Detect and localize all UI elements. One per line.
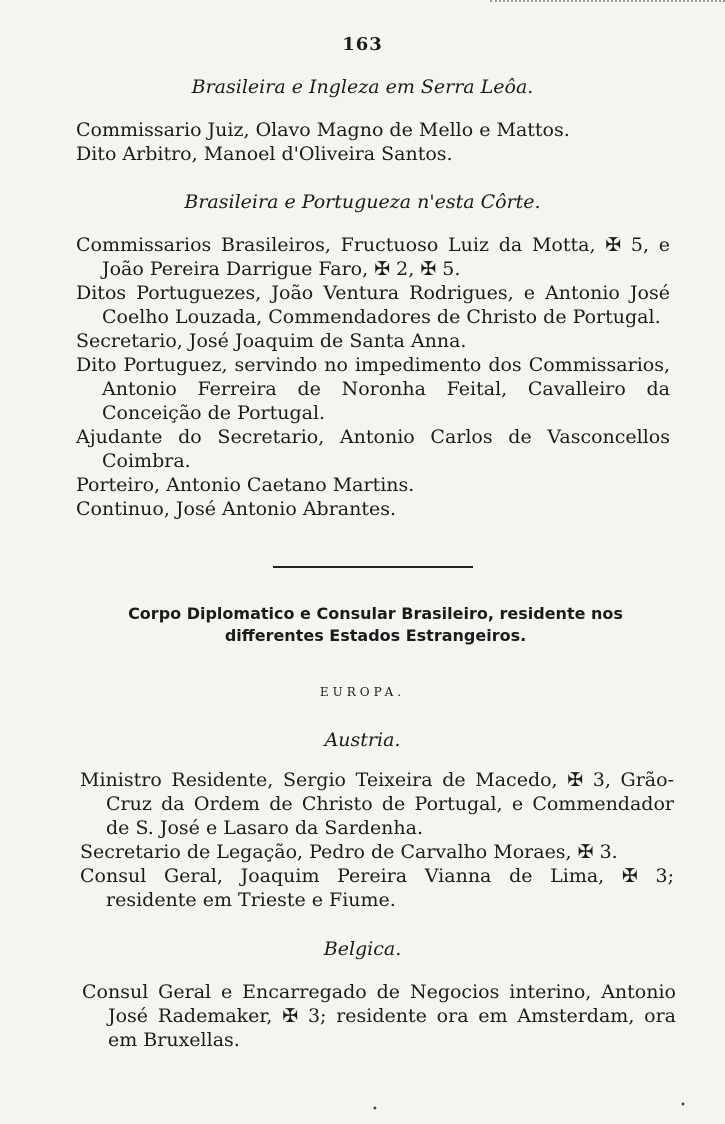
section-title-serra-leoa: Brasileira e Ingleza em Serra Leôa.	[191, 76, 534, 98]
scan-speck: •	[372, 1104, 378, 1115]
scan-edge-mark	[490, 0, 725, 2]
entry: Dito Arbitro, Manoel d'Oliveira Santos.	[76, 143, 453, 165]
country-entries-austria	[80, 768, 674, 912]
entry: Commissarios Brasileiros, Fructuoso Luiz da Motta, ✠ 5, e João Pereira Darrigue Faro, ✠ 2, ✠ 5.	[76, 234, 670, 280]
country-title-belgica: Belgica.	[323, 938, 402, 960]
entry: Ministro Residente, Sergio Teixeira de Macedo, ✠ 3, Grão-Cruz da Ordem de Christo de Portugal, e Commendador de S. José e Lasaro da Sardenha.	[80, 769, 674, 839]
entry: Ajudante do Secretario, Antonio Carlos de Vasconcellos Coimbra.	[76, 426, 670, 472]
country-title-austria: Austria.	[324, 729, 401, 751]
entry: Porteiro, Antonio Caetano Martins.	[76, 474, 415, 496]
entry: Ditos Portuguezes, João Ventura Rodrigues, e Antonio José Coelho Louzada, Commendadores de Christo de Portugal.	[76, 282, 670, 328]
entry: Consul Geral, Joaquim Pereira Vianna de Lima, ✠ 3; residente em Trieste e Fiume.	[80, 865, 674, 911]
entry: Commissario Juiz, Olavo Magno de Mello e Mattos.	[76, 119, 570, 141]
entry: Secretario, José Joaquim de Santa Anna.	[76, 330, 467, 352]
section-entries-corte	[76, 233, 670, 521]
entry: Dito Portuguez, servindo no impedimento dos Commissarios, Antonio Ferreira de Noronha Feital, Cavalleiro da Conceição de Portugal.	[76, 354, 670, 424]
country-entries-belgica	[82, 980, 676, 1052]
section-divider	[273, 566, 473, 568]
entry: Continuo, José Antonio Abrantes.	[76, 498, 397, 520]
section-title-corte: Brasileira e Portugueza n'esta Côrte.	[184, 191, 541, 213]
region-label: EUROPA.	[319, 685, 406, 699]
entry: Consul Geral e Encarregado de Negocios interino, Antonio José Rademaker, ✠ 3; residente ora em Amsterdam, ora em Bruxellas.	[82, 981, 676, 1051]
section-entries-serra-leoa	[76, 118, 656, 166]
page-number: 163	[342, 34, 383, 55]
main-heading: Corpo Diplomatico e Consular Brasileiro, residente nos differentes Estados Estrangeiros.	[128, 604, 623, 645]
scan-speck: •	[680, 1100, 686, 1111]
entry: Secretario de Legação, Pedro de Carvalho Moraes, ✠ 3.	[80, 841, 618, 863]
